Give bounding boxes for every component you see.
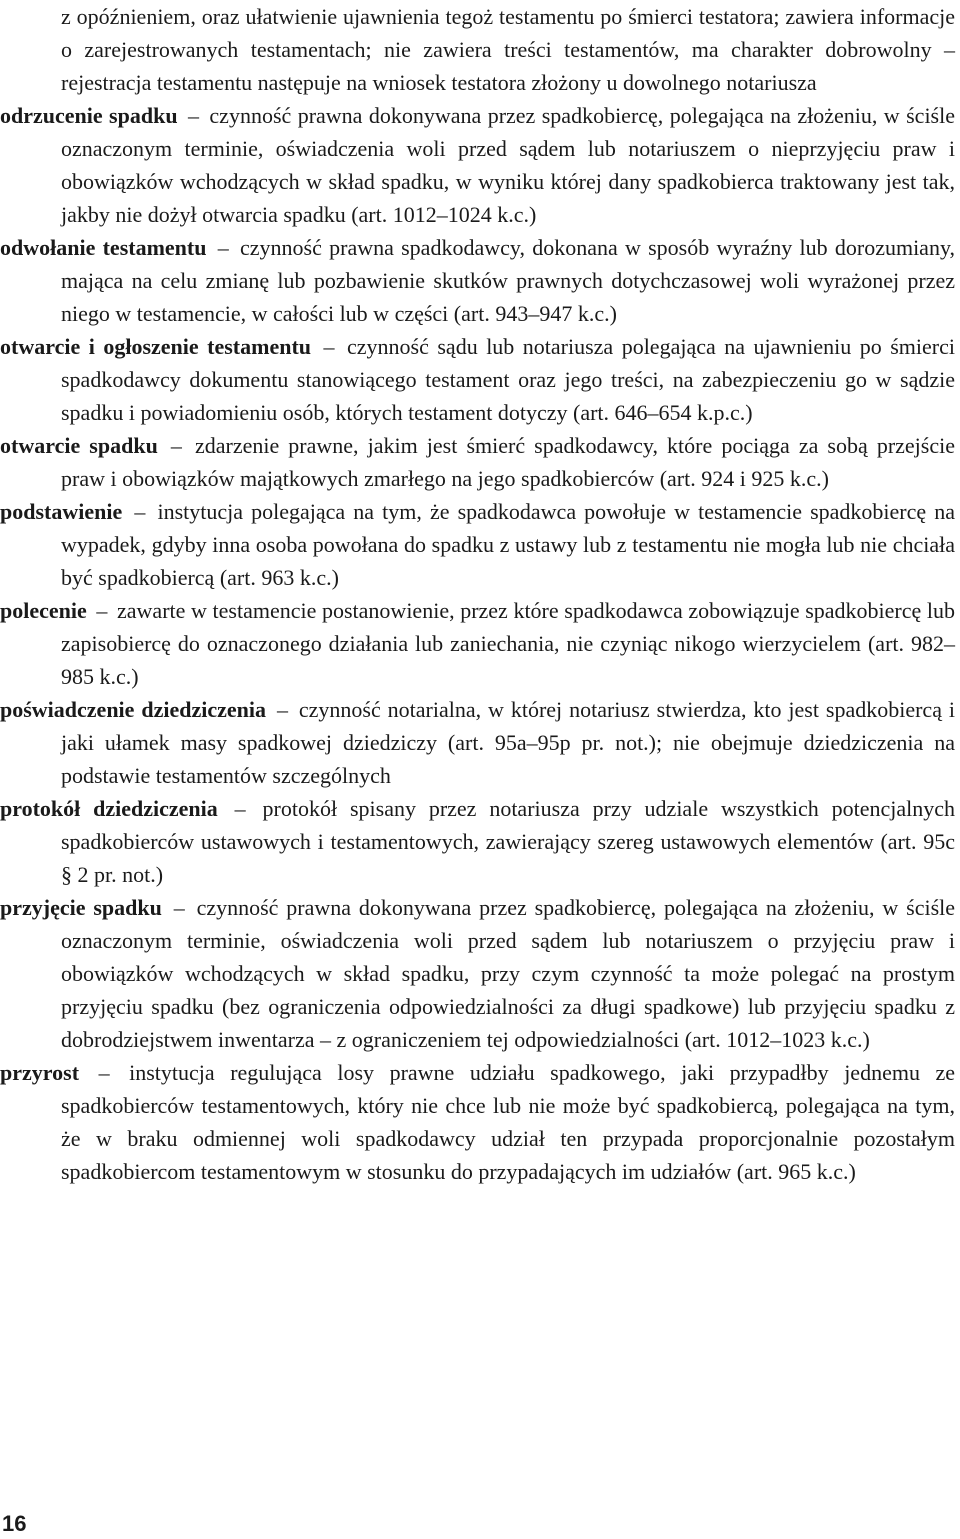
entry-list bbox=[0, 99, 955, 1188]
glossary-entry bbox=[0, 231, 955, 330]
entry-dash: – bbox=[98, 1060, 110, 1085]
entry-dash: – bbox=[96, 598, 108, 623]
continuation-text: z opóźnieniem, oraz ułatwienie ujawnienia tegoż testamentu po śmierci testatora; zawiera informacje o zarejestrowanych testamentach; nie zawiera treści testamentów, ma charakter dobrowolny – rejestracja testamentu następuje na wniosek testatora złożony u dowolnego notariusza bbox=[61, 4, 955, 95]
glossary-entry bbox=[0, 99, 955, 231]
entry-dash: – bbox=[170, 433, 182, 458]
entry-term: poświadczenie dziedziczenia bbox=[0, 697, 266, 722]
glossary-entry bbox=[0, 792, 955, 891]
glossary-entry bbox=[0, 891, 955, 1056]
entry-definition: zawarte w testamencie postanowienie, przez które spadkodawca zobowiązuje spadkobiercę lub zapisobiercę do oznaczonego działania lub zaniechania, nie czyniąc nikogo wierzycielem (art. 982–985 k.c.) bbox=[61, 598, 955, 689]
entry-term: podstawienie bbox=[0, 499, 123, 524]
entry-definition: czynność prawna dokonywana przez spadkobiercę, polegająca na złożeniu, w ściśle oznaczonym terminie, oświadczenia woli przed sądem lub notariuszem o przyjęciu praw i obowiązków wchodzących w skład spadku, przy czym czynność ta może polegać na prostym przyjęciu spadku (bez ograniczenia odpowiedzialności za długi spadkowe) lub przyjęciu spadku z dobrodziejstwem inwentarza – z ograniczeniem tej odpowiedzialności (art. 1012–1023 k.c.) bbox=[61, 895, 956, 1052]
entry-definition: czynność prawna spadkodawcy, dokonana w sposób wyraźny lub dorozumiany, mająca na celu zmianę lub pozbawienie skutków prawnych dotychczasowej woli wyrażonej przez niego w testamencie, w całości lub w części (art. 943–947 k.c.) bbox=[61, 235, 956, 326]
entry-dash: – bbox=[234, 796, 246, 821]
entry-definition: czynność prawna dokonywana przez spadkobiercę, polegająca na złożeniu, w ściśle oznaczonym terminie, oświadczenia woli przed sądem lub notariuszem o nieprzyjęciu praw i obowiązków wchodzących w skład spadku, w wyniku której dany spadkobierca traktowany jest tak, jakby nie dożył otwarcia spadku (art. 1012–1024 k.c.) bbox=[61, 103, 955, 227]
page-number: 16 bbox=[2, 1511, 27, 1536]
entry-term: odwołanie testamentu bbox=[0, 235, 207, 260]
entry-dash: – bbox=[134, 499, 146, 524]
entry-dash: – bbox=[173, 895, 185, 920]
glossary-entry bbox=[0, 693, 955, 792]
entry-term: otwarcie i ogłoszenie testamentu bbox=[0, 334, 312, 359]
entry-dash: – bbox=[188, 103, 199, 128]
glossary-entry bbox=[0, 1056, 955, 1188]
entry-term: przyrost bbox=[0, 1060, 80, 1085]
glossary-entry bbox=[0, 495, 955, 594]
entry-definition: czynność notarialna, w której notariusz stwierdza, kto jest spadkobiercą i jaki ułamek masy spadkowej dziedziczy (art. 95a–95p pr. not.); nie obejmuje dziedziczenia na podstawie testamentów szczególnych bbox=[61, 697, 956, 788]
entry-definition: instytucja polegająca na tym, że spadkodawca powołuje w testamencie spadkobiercę na wypadek, gdyby inna osoba powołana do spadku z ustawy lub z testamentu nie mogła lub nie chciała być spadkobiercą (art. 963 k.c.) bbox=[61, 499, 956, 590]
entry-term: odrzucenie spadku bbox=[0, 103, 178, 128]
entry-definition: instytucja regulująca losy prawne udziału spadkowego, jaki przypadłby jednemu ze spadkobierców testamentowych, który nie chce lub nie może być spadkobiercą, polegająca na tym, że w braku odmiennej woli spadkodawcy udział ten przypada proporcjonalnie pozostałym spadkobiercom testamentowym w stosunku do przypadających im udziałów (art. 965 k.c.) bbox=[61, 1060, 956, 1184]
entry-dash: – bbox=[323, 334, 335, 359]
entry-term: protokół dziedziczenia bbox=[0, 796, 218, 821]
entry-dash: – bbox=[217, 235, 229, 260]
glossary-entry bbox=[0, 594, 955, 693]
entry-dash: – bbox=[276, 697, 288, 722]
entry-term: przyjęcie spadku bbox=[0, 895, 162, 920]
entry-term: polecenie bbox=[0, 598, 87, 623]
entry-definition: protokół spisany przez notariusza przy udziale wszystkich potencjalnych spadkobierców ustawowych i testamentowych, zawierający szereg ustawowych elementów (art. 95c § 2 pr. not.) bbox=[61, 796, 955, 887]
glossary-entry bbox=[0, 330, 955, 429]
entry-definition: zdarzenie prawne, jakim jest śmierć spadkodawcy, które pociąga za sobą przejście praw i obowiązków majątkowych zmarłego na jego spadkobierców (art. 924 i 925 k.c.) bbox=[61, 433, 955, 491]
glossary-entry bbox=[0, 429, 955, 495]
entry-term: otwarcie spadku bbox=[0, 433, 158, 458]
entry-definition: czynność sądu lub notariusza polegająca na ujawnieniu po śmierci spadkodawcy dokumentu stanowiącego testament oraz jego treści, na zabezpieczeniu go w sądzie spadku i powiadomieniu osób, których testament dotyczy (art. 646–654 k.p.c.) bbox=[61, 334, 955, 425]
